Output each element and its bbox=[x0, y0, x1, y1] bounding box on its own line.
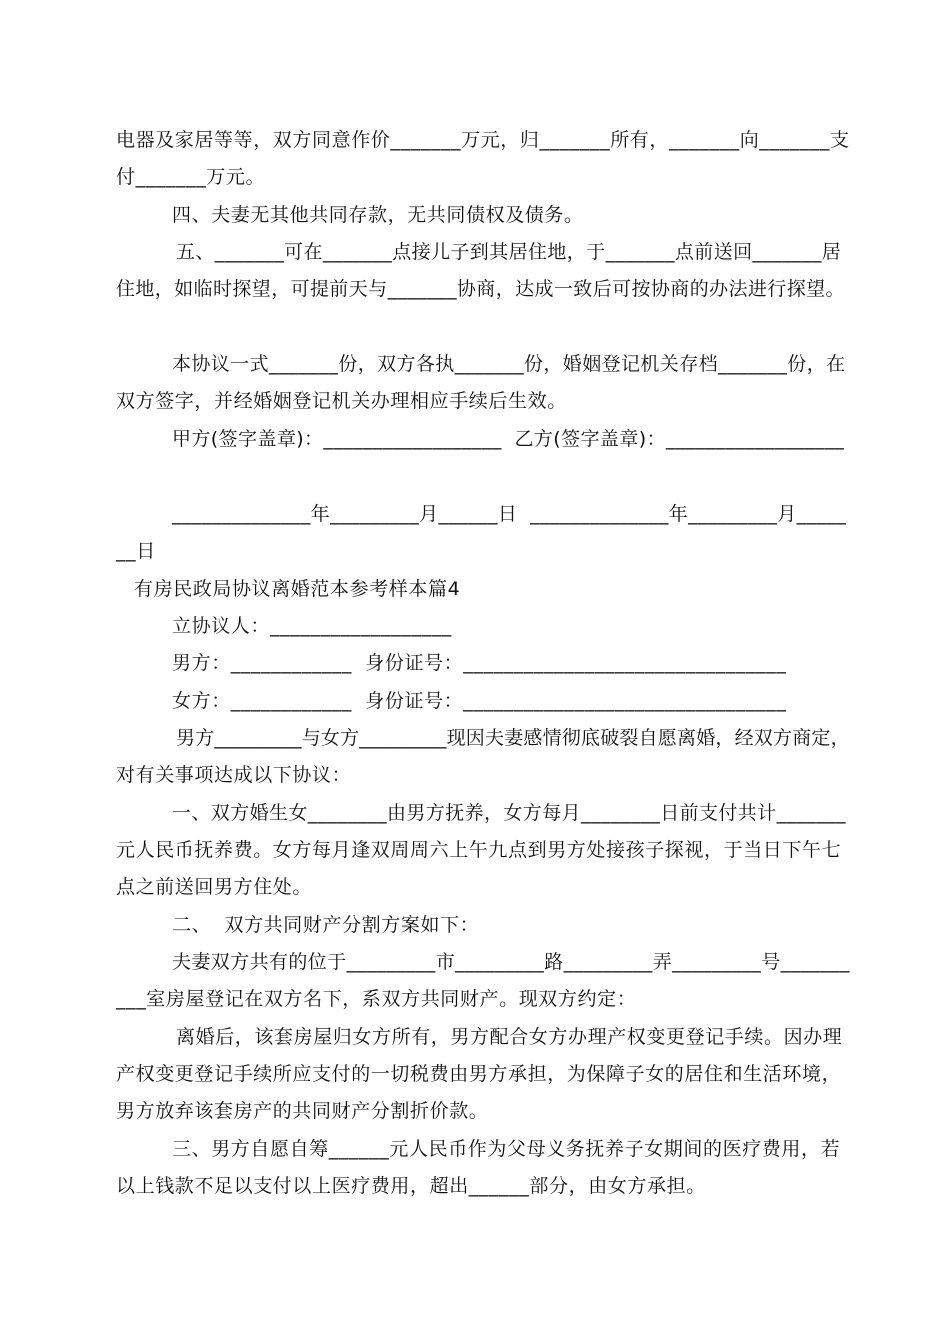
text-line bbox=[172, 203, 584, 227]
text-line bbox=[172, 689, 786, 713]
section-title bbox=[134, 577, 460, 601]
text-line bbox=[172, 1137, 840, 1161]
line-text: 夫妻双方共有的位于_________市_________路_________弄_________号_______ bbox=[172, 951, 850, 973]
line-text: 产权变更登记手续所应支付的一切税费由男方承担，为保障子女的居住和生活环境， bbox=[116, 1063, 842, 1085]
line-text: 二、 双方共同财产分割方案如下： bbox=[172, 914, 480, 936]
line-text: 女方：____________ 身份证号：________________________________ bbox=[172, 690, 787, 712]
line-text: 付_______万元。 bbox=[116, 166, 266, 188]
text-line bbox=[116, 1174, 706, 1198]
text-line bbox=[116, 165, 265, 189]
line-text: __日 bbox=[116, 540, 156, 562]
text-line bbox=[116, 277, 845, 301]
text-line bbox=[116, 875, 312, 899]
signature-line bbox=[172, 427, 844, 451]
text-line bbox=[116, 1062, 841, 1086]
text-line bbox=[116, 763, 351, 787]
date-line bbox=[116, 539, 156, 563]
text-line bbox=[116, 1099, 488, 1123]
line-text: 男方：____________ 身份证号：________________________________ bbox=[172, 652, 787, 674]
text-line bbox=[116, 987, 636, 1011]
line-text: 立协议人：__________________ bbox=[172, 615, 452, 637]
line-text: 甲方(签字盖章)：__________________ 乙方(签字盖章)：__________________ bbox=[172, 428, 845, 450]
line-text: 本协议一式_______份，双方各执_______份，婚姻登记机关存档_______份，在 bbox=[172, 353, 846, 375]
line-text: ___室房屋登记在双方名下，系双方共同财产。现双方约定： bbox=[116, 988, 637, 1010]
text-line bbox=[176, 726, 850, 750]
text-line bbox=[116, 389, 567, 413]
line-text: ______________年_________月______日 ______________年_________月_____ bbox=[172, 503, 847, 525]
line-text: 对有关事项达成以下协议： bbox=[116, 764, 352, 786]
text-line bbox=[116, 128, 850, 152]
line-text: 一、双方婚生女________由男方抚养，女方每月________日前支付共计_______ bbox=[172, 802, 846, 824]
line-text: 男方_________与女方_________现因夫妻感情彻底破裂自愿离婚，经双方商定， bbox=[176, 727, 850, 749]
text-line bbox=[172, 614, 452, 638]
text-line bbox=[172, 913, 479, 937]
line-text: 五、_______可在_______点接儿子到其居住地，于_______点前送回_______居 bbox=[176, 241, 842, 263]
text-line bbox=[176, 240, 841, 264]
text-line bbox=[172, 950, 850, 974]
line-text: 元人民币抚养费。女方每月逢双周周六上午九点到男方处接孩子探视，于当日下午七 bbox=[116, 839, 842, 861]
line-text: 点之前送回男方住处。 bbox=[116, 876, 313, 898]
date-line bbox=[172, 502, 846, 526]
line-text: 有房民政局协议离婚范本参考样本篇4 bbox=[134, 578, 461, 600]
text-line bbox=[172, 651, 786, 675]
line-text: 以上钱款不足以支付以上医疗费用，超出______部分，由女方承担。 bbox=[116, 1175, 706, 1197]
line-text: 四、夫妻无其他共同存款，无共同债权及债务。 bbox=[172, 204, 584, 226]
line-text: 三、男方自愿自筹______元人民币作为父母义务抚养子女期间的医疗费用，若 bbox=[172, 1138, 841, 1160]
line-text: 双方签字，并经婚姻登记机关办理相应手续后生效。 bbox=[116, 390, 567, 412]
text-line bbox=[172, 801, 846, 825]
text-line bbox=[176, 1025, 842, 1049]
text-line bbox=[116, 838, 841, 862]
line-text: 离婚后，该套房屋归女方所有，男方配合女方办理产权变更登记手续。因办理 bbox=[176, 1026, 843, 1048]
line-text: 男方放弃该套房产的共同财产分割折价款。 bbox=[116, 1100, 489, 1122]
line-text: 电器及家居等等，双方同意作价_______万元，归_______所有，_______向_______支 bbox=[116, 129, 850, 151]
text-line bbox=[172, 352, 846, 376]
line-text: 住地，如临时探望，可提前天与_______协商，达成一致后可按协商的办法进行探望。 bbox=[116, 278, 845, 300]
